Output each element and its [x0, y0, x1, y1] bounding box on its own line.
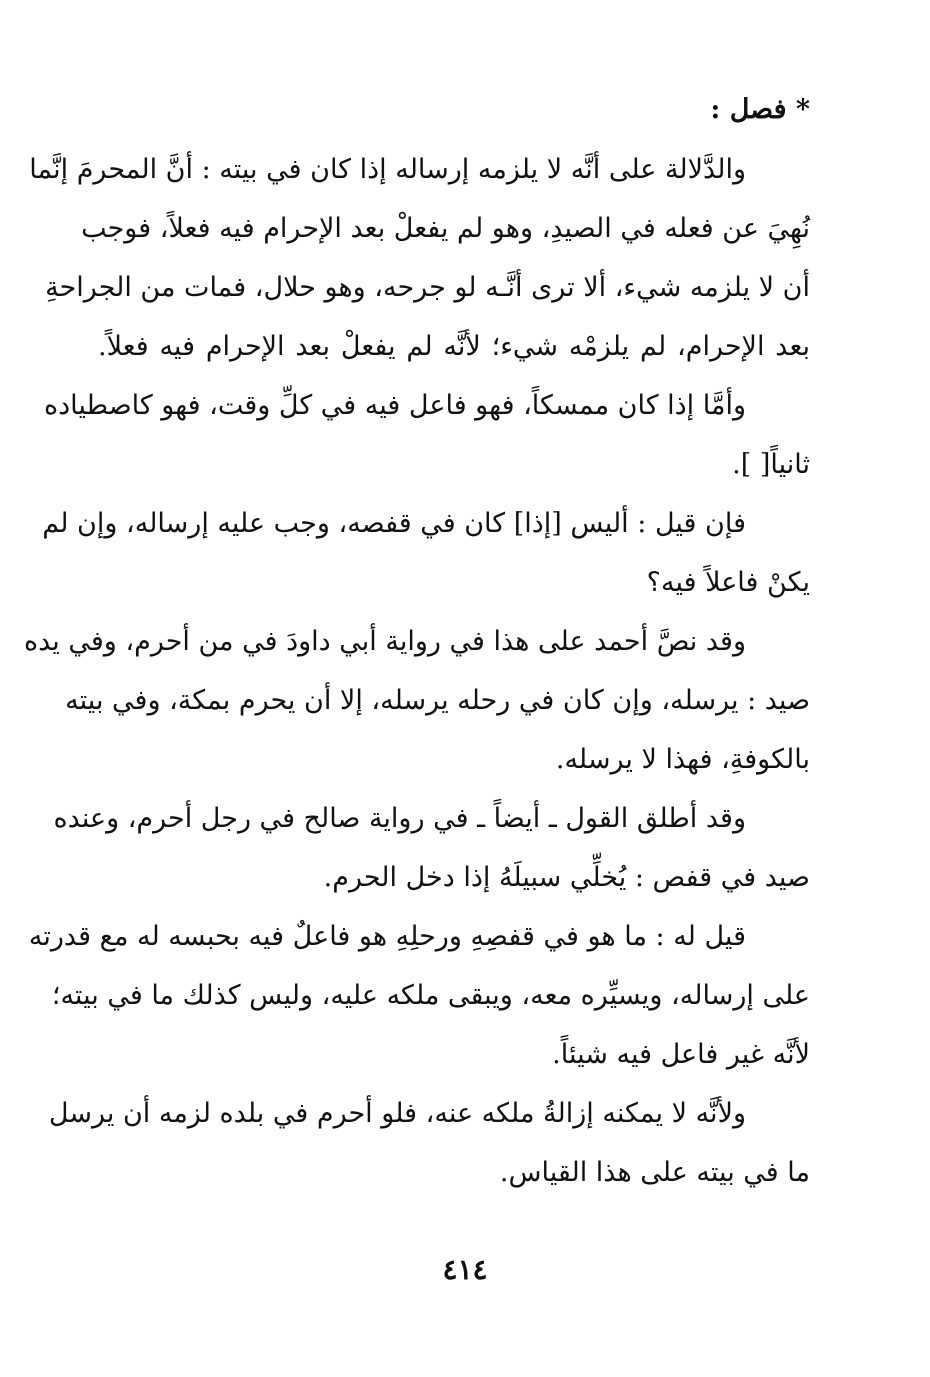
section-heading: * فصل :	[710, 94, 810, 125]
text-line: لأنَّه غير فاعل فيه شيئاً.	[552, 1039, 810, 1070]
paragraph-3	[42, 494, 810, 612]
text-line: على إرساله، ويسيِّره معه، ويبقى ملكه عليه، وليس كذلك ما في بيته؛	[51, 980, 810, 1011]
text-line: وأمَّا إذا كان ممسكاً، فهو فاعل فيه في كلِّ وقت، فهو كاصطياده	[44, 390, 746, 421]
text-line: ولأنَّه لا يمكنه إزالةُ ملكه عنه، فلو أحرم في بلده لزمه أن يرسل	[48, 1098, 746, 1129]
text-line: والدَّلالة على أنَّه لا يلزمه إرساله إذا كان في بيته : أنَّ المحرمَ إنَّما	[29, 154, 746, 185]
text-line: صيد في قفص : يُخلِّي سبيلَهُ إذا دخل الحرم.	[323, 862, 810, 893]
paragraph-5	[53, 789, 810, 907]
page-text-block	[23, 88, 810, 1202]
text-line: صيد : يرسله، وإن كان في رحله يرسله، إلا أن يحرم بمكة، وفي بيته	[65, 685, 810, 716]
text-line: بعد الإحرام، لم يلزمْه شيء؛ لأنَّه لم يفعلْ بعد الإحرام فيه فعلاً.	[98, 331, 810, 362]
paragraph-1	[29, 140, 810, 376]
text-line: فإن قيل : أليس [إذا] كان في قفصه، وجب عليه إرساله، وإن لم	[42, 508, 746, 539]
text-line: قيل له : ما هو في قفصِهِ ورحلِهِ هو فاعلٌ فيه بحبسه له مع قدرته	[28, 921, 746, 952]
text-line: بالكوفةِ، فهذا لا يرسله.	[555, 744, 810, 775]
spacer	[98, 132, 810, 140]
text-line: يكنْ فاعلاً فيه؟	[646, 567, 810, 598]
text-line: وقد نصَّ أحمد على هذا في رواية أبي داودَ في من أحرم، وفي يده	[23, 626, 746, 657]
text-line: ثانياً[ ].	[732, 449, 810, 480]
paragraph-7	[48, 1084, 810, 1202]
text-line: ما في بيته على هذا القياس.	[499, 1157, 810, 1188]
text-line: نُهِيَ عن فعله في الصيدِ، وهو لم يفعلْ بعد الإحرام فيه فعلاً، فوجب	[81, 213, 810, 244]
text-line: أن لا يلزمه شيء، ألا ترى أنَّـه لو جرحه، وهو حلال، فمات من الجراحةِ	[45, 272, 810, 303]
page-number: ٤١٤	[442, 1253, 488, 1286]
text-line: وقد أطلق القول ـ أيضاً ـ في رواية صالح في رجل أحرم، وعنده	[53, 803, 746, 834]
paragraph-6	[28, 907, 810, 1084]
paragraph-2	[44, 376, 810, 494]
paragraph-4	[23, 612, 810, 789]
